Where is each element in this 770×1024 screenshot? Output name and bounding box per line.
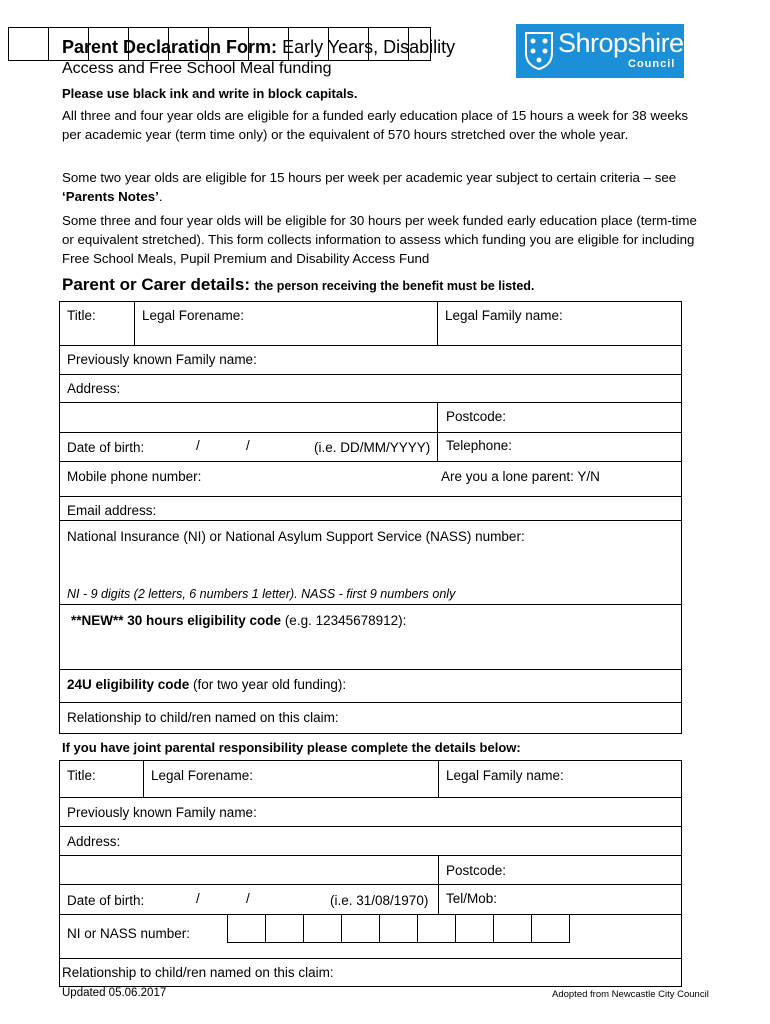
dob-format-hint: (i.e. DD/MM/YYYY) bbox=[314, 440, 431, 455]
relationship-field[interactable]: Relationship to child/ren named on this claim: bbox=[67, 710, 339, 725]
joint-dob-format-hint: (i.e. 31/08/1970) bbox=[330, 893, 429, 908]
postcode-field[interactable]: Postcode: bbox=[446, 409, 507, 424]
joint-postcode-field[interactable]: Postcode: bbox=[446, 863, 507, 878]
intro-para-3: Some three and four year olds will be eligible for 30 hours per week funded early education place (term-time or equivalent stretched). This form collects information to assess which funding you are eligible for including Free School Meals, Pupil Premium and Disability Access Fund bbox=[62, 213, 697, 266]
joint-parent-table bbox=[59, 760, 682, 987]
parents-notes-ref: ‘Parents Notes’ bbox=[62, 189, 159, 204]
updated-date: Updated 05.06.2017 bbox=[62, 987, 167, 999]
form-title-bold: Parent Declaration Form: bbox=[62, 37, 278, 57]
code-30-hours-field[interactable] bbox=[71, 613, 406, 628]
crest-icon bbox=[524, 31, 554, 71]
intro-para-2-text: Some two year olds are eligible for 15 hours per week per academic year subject to certain criteria – see bbox=[62, 170, 677, 185]
joint-date-of-birth-field[interactable]: Date of birth: bbox=[67, 893, 145, 908]
section2-heading: If you have joint parental responsibility please complete the details below: bbox=[62, 740, 521, 755]
joint-previous-family-name-field[interactable]: Previously known Family name: bbox=[67, 805, 257, 820]
section1-heading bbox=[62, 275, 534, 295]
dob-slash-1: / bbox=[196, 438, 200, 453]
intro-para-2-end: . bbox=[158, 189, 163, 204]
code-30-example: (e.g. 12345678912): bbox=[281, 613, 407, 628]
form-subtitle: Access and Free School Meal funding bbox=[62, 60, 332, 77]
section1-subtitle: the person receiving the benefit must be listed. bbox=[254, 279, 535, 293]
address-field[interactable]: Address: bbox=[67, 381, 121, 396]
form-title bbox=[62, 37, 455, 58]
joint-dob-slash-1: / bbox=[196, 891, 200, 906]
joint-title-field[interactable]: Title: bbox=[67, 768, 96, 783]
joint-address-field[interactable]: Address: bbox=[67, 834, 121, 849]
telephone-field[interactable]: Telephone: bbox=[446, 438, 513, 453]
joint-forename-field[interactable]: Legal Forename: bbox=[151, 768, 254, 783]
previous-family-name-field[interactable]: Previously known Family name: bbox=[67, 352, 257, 367]
logo-sub: Council bbox=[628, 58, 676, 70]
email-field[interactable]: Email address: bbox=[67, 503, 157, 518]
joint-ni-nass-label: NI or NASS number: bbox=[67, 926, 191, 941]
code-30-label: **NEW** 30 hours eligibility code bbox=[71, 613, 282, 628]
family-name-field[interactable]: Legal Family name: bbox=[445, 308, 563, 323]
joint-family-name-field[interactable]: Legal Family name: bbox=[446, 768, 564, 783]
logo-name: Shropshire bbox=[558, 28, 684, 58]
title-field[interactable]: Title: bbox=[67, 308, 96, 323]
form-title-rest: Early Years, Disability bbox=[277, 37, 456, 57]
instruction-text: Please use black ink and write in block capitals. bbox=[62, 86, 358, 101]
joint-dob-slash-2: / bbox=[246, 891, 250, 906]
dob-slash-2: / bbox=[246, 438, 250, 453]
code-24u-label: 24U eligibility code bbox=[67, 677, 190, 692]
ni-nass-hint: NI - 9 digits (2 letters, 6 numbers 1 letter). NASS - first 9 numbers only bbox=[67, 587, 456, 601]
intro-para-2 bbox=[62, 168, 702, 206]
ni-nass-field[interactable]: National Insurance (NI) or National Asylum Support Service (NASS) number: bbox=[67, 529, 525, 544]
adopted-note: Adopted from Newcastle City Council bbox=[552, 989, 709, 1000]
ni-nass-character-boxes[interactable] bbox=[227, 914, 570, 943]
joint-relationship-field[interactable]: Relationship to child/ren named on this claim: bbox=[62, 965, 334, 980]
mobile-phone-field[interactable]: Mobile phone number: bbox=[67, 469, 202, 484]
forename-field[interactable]: Legal Forename: bbox=[142, 308, 245, 323]
code-24u-field[interactable] bbox=[67, 677, 346, 692]
shropshire-logo bbox=[516, 24, 684, 78]
code-24u-hint: (for two year old funding): bbox=[189, 677, 347, 692]
lone-parent-field[interactable]: Are you a lone parent: Y/N bbox=[441, 469, 600, 484]
joint-tel-mob-field[interactable]: Tel/Mob: bbox=[446, 891, 498, 906]
intro-para-1: All three and four year olds are eligible for a funded early education place of 15 hours a week for 38 weeks per academic year (term time only) or the equivalent of 570 hours stretched over the whole year. bbox=[62, 108, 689, 142]
section1-title: Parent or Carer details: bbox=[62, 275, 251, 294]
date-of-birth-field[interactable]: Date of birth: bbox=[67, 440, 145, 455]
